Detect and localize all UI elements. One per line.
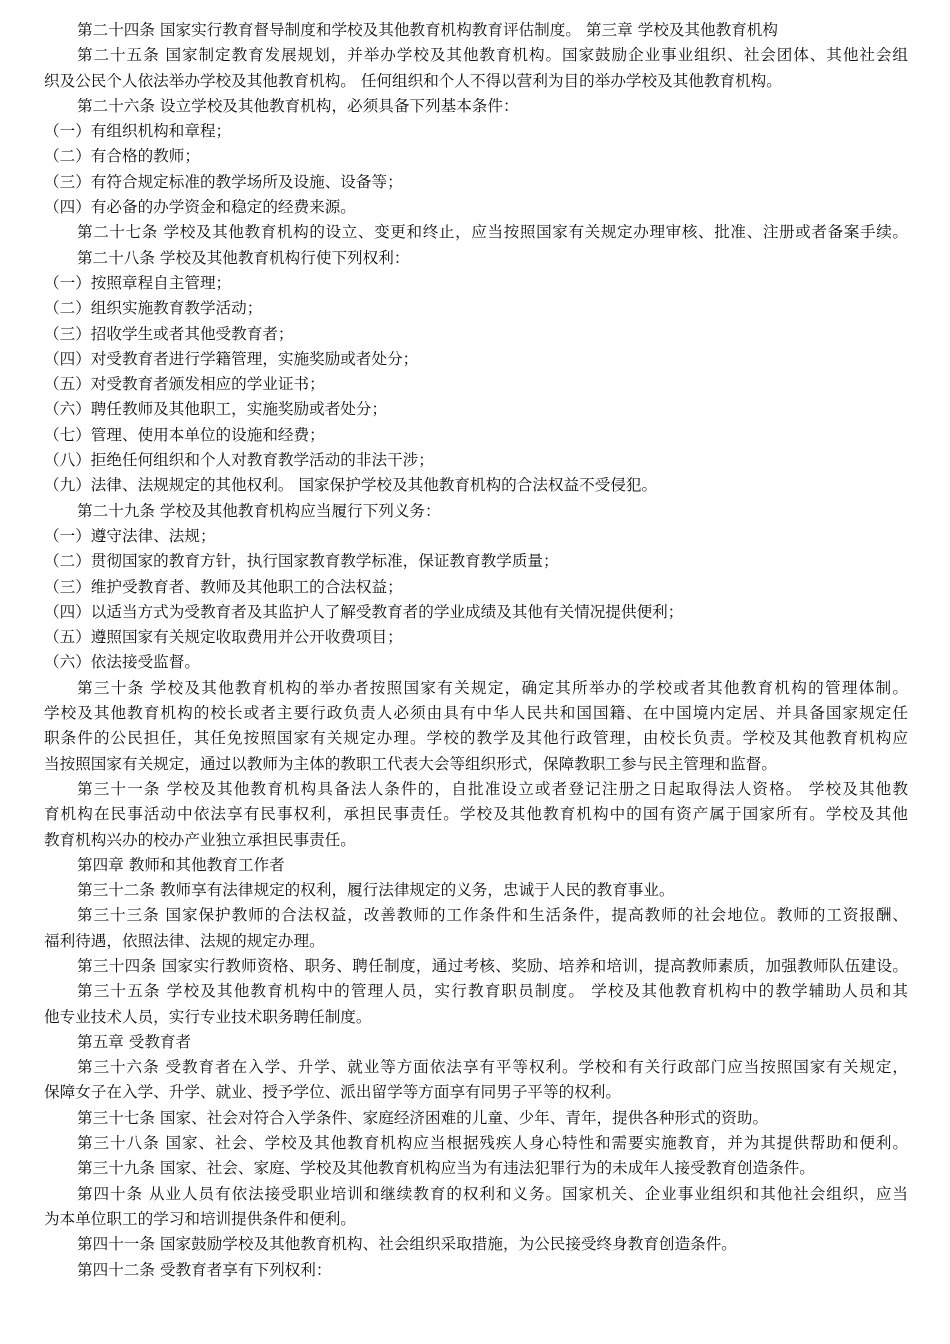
text-line: 第二十七条 学校及其他教育机构的设立、变更和终止，应当按照国家有关规定办理审核、批准、注册或者备案手续。 bbox=[77, 223, 908, 242]
text-line: （三）有符合规定标准的教学场所及设施、设备等； bbox=[44, 172, 403, 191]
text-line: （六）聘任教师及其他职工，实施奖励或者处分； bbox=[44, 400, 388, 419]
text-line: （二）贯彻国家的教育方针，执行国家教育教学标准，保证教育教学质量； bbox=[44, 552, 559, 571]
text-line: （四）对受教育者进行学籍管理，实施奖励或者处分； bbox=[44, 349, 419, 368]
text-line: （七）管理、使用本单位的设施和经费； bbox=[44, 425, 325, 444]
text-line: 第五章 受教育者 bbox=[77, 1032, 192, 1051]
text-line: 福利待遇，依照法律、法规的规定办理。 bbox=[44, 931, 325, 950]
text-line: 织及公民个人依法举办学校及其他教育机构。 任何组织和个人不得以营利为目的举办学校及其他教育机构。 bbox=[44, 71, 782, 90]
text-line: 第三十一条 学校及其他教育机构具备法人条件的，自批准设立或者登记注册之日起取得法人资格。 学校及其他教 bbox=[77, 779, 908, 798]
text-line: （二）有合格的教师； bbox=[44, 147, 200, 166]
text-line: （二）组织实施教育教学活动； bbox=[44, 299, 263, 318]
text-line: 第三十九条 国家、社会、家庭、学校及其他教育机构应当为有违法犯罪行为的未成年人接受教育创造条件。 bbox=[77, 1159, 815, 1178]
text-line: （八）拒绝任何组织和个人对教育教学活动的非法干涉； bbox=[44, 451, 434, 470]
text-line: 第二十六条 设立学校及其他教育机构，必须具备下列基本条件： bbox=[77, 96, 519, 115]
text-line: 第三十二条 教师享有法律规定的权利，履行法律规定的义务，忠诚于人民的教育事业。 bbox=[77, 881, 675, 900]
text-line: 为本单位职工的学习和培训提供条件和便利。 bbox=[44, 1209, 356, 1228]
text-line: 第二十五条 国家制定教育发展规划，并举办学校及其他教育机构。国家鼓励企业事业组织、社会团体、其他社会组 bbox=[77, 46, 908, 65]
text-line: 第四章 教师和其他教育工作者 bbox=[77, 855, 285, 874]
text-line: 第三十八条 国家、社会、学校及其他教育机构应当根据残疾人身心特性和需要实施教育，并为其提供帮助和便利。 bbox=[77, 1134, 908, 1153]
text-line: （四）有必备的办学资金和稳定的经费来源。 bbox=[44, 198, 356, 217]
text-line: （五）遵照国家有关规定收取费用并公开收费项目； bbox=[44, 628, 403, 647]
text-line: 第三十七条 国家、社会对符合入学条件、家庭经济困难的儿童、少年、青年，提供各种形式的资助。 bbox=[77, 1108, 769, 1127]
text-line: （九）法律、法规规定的其他权利。 国家保护学校及其他教育机构的合法权益不受侵犯。 bbox=[44, 476, 658, 495]
text-line: （一）按照章程自主管理； bbox=[44, 273, 232, 292]
text-line: 教育机构兴办的校办产业独立承担民事责任。 bbox=[44, 830, 356, 849]
text-line: （五）对受教育者颁发相应的学业证书； bbox=[44, 375, 325, 394]
text-line: 第二十九条 学校及其他教育机构应当履行下列义务： bbox=[77, 501, 441, 520]
text-line: （四）以适当方式为受教育者及其监护人了解受教育者的学业成绩及其他有关情况提供便利； bbox=[44, 602, 684, 621]
text-line: 第四十一条 国家鼓励学校及其他教育机构、社会组织采取措施，为公民接受终身教育创造条件。 bbox=[77, 1235, 737, 1254]
text-line: （三）招收学生或者其他受教育者； bbox=[44, 324, 294, 343]
text-line: 保障女子在入学、升学、就业、授予学位、派出留学等方面享有同男子平等的权利。 bbox=[44, 1083, 621, 1102]
text-line: 育机构在民事活动中依法享有民事权利，承担民事责任。学校及其他教育机构中的国有资产属于国家所有。学校及其他 bbox=[44, 805, 908, 824]
text-line: 第二十四条 国家实行教育督导制度和学校及其他教育机构教育评估制度。 第三章 学校及其他教育机构 bbox=[77, 21, 778, 39]
text-line: 第三十三条 国家保护教师的合法权益，改善教师的工作条件和生活条件，提高教师的社会地位。教师的工资报酬、 bbox=[77, 906, 908, 925]
text-line: 当按照国家有关规定，通过以教师为主体的教职工代表大会等组织形式，保障教职工参与民主管理和监督。 bbox=[44, 754, 777, 773]
text-line: 职条件的公民担任，其任免按照国家有关规定办理。学校的教学及其他行政管理，由校长负责。学校及其他教育机构应 bbox=[44, 729, 908, 748]
text-line: 第二十八条 学校及其他教育机构行使下列权利： bbox=[77, 248, 410, 267]
text-line: 他专业技术人员，实行专业技术职务聘任制度。 bbox=[44, 1007, 372, 1026]
text-line: 第三十六条 受教育者在入学、升学、就业等方面依法享有平等权利。学校和有关行政部门应当按照国家有关规定， bbox=[77, 1058, 908, 1077]
text-line: 第三十四条 国家实行教师资格、职务、聘任制度，通过考核、奖励、培养和培训，提高教师素质，加强教师队伍建设。 bbox=[77, 956, 908, 975]
text-line: 学校及其他教育机构的校长或者主要行政负责人必须由具有中华人民共和国国籍、在中国境内定居、并具备国家规定任 bbox=[44, 704, 908, 723]
text-line: （一）遵守法律、法规； bbox=[44, 526, 216, 545]
text-line: 第三十条 学校及其他教育机构的举办者按照国家有关规定，确定其所举办的学校或者其他教育机构的管理体制。 bbox=[77, 678, 908, 697]
text-line: 第四十二条 受教育者享有下列权利： bbox=[77, 1260, 332, 1279]
text-line: 第三十五条 学校及其他教育机构中的管理人员，实行教育职员制度。 学校及其他教育机构中的教学辅助人员和其 bbox=[77, 982, 908, 1001]
text-line: （三）维护受教育者、教师及其他职工的合法权益； bbox=[44, 577, 403, 596]
text-line: （六）依法接受监督。 bbox=[44, 653, 200, 672]
text-line: （一）有组织机构和章程； bbox=[44, 122, 232, 141]
text-line: 第四十条 从业人员有依法接受职业培训和继续教育的权利和义务。国家机关、企业事业组织和其他社会组织，应当 bbox=[77, 1184, 908, 1203]
